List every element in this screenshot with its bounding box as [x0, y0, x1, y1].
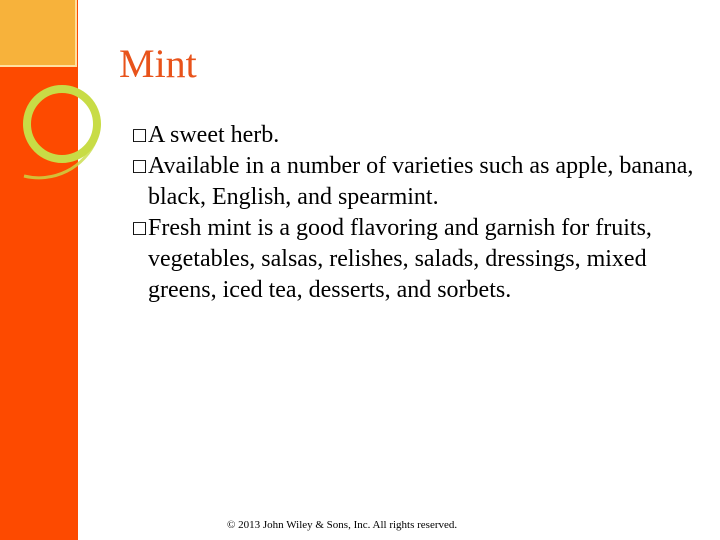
decorative-shapes	[0, 0, 140, 200]
box-bullet-icon: □	[131, 156, 148, 176]
bullet-list	[131, 120, 696, 306]
bullet-text: A sweet herb.	[148, 122, 280, 148]
decor-ring	[27, 89, 97, 159]
decor-square	[0, 0, 76, 66]
bullet-item	[131, 151, 696, 213]
box-bullet-icon: □	[131, 125, 148, 145]
bullet-item	[131, 213, 696, 306]
box-bullet-icon: □	[131, 218, 148, 238]
slide-title: Mint	[119, 41, 197, 86]
bullet-text: Fresh mint is a good flavoring and garnish for fruits, vegetables, salsas, relishes, salads, dressings, mixed greens, iced tea, desserts, and sorbets.	[148, 215, 652, 303]
bullet-item	[131, 120, 696, 151]
copyright-footer: © 2013 John Wiley & Sons, Inc. All rights reserved.	[227, 519, 458, 531]
bullet-text: Available in a number of varieties such as apple, banana, black, English, and spearmint.	[148, 153, 694, 210]
